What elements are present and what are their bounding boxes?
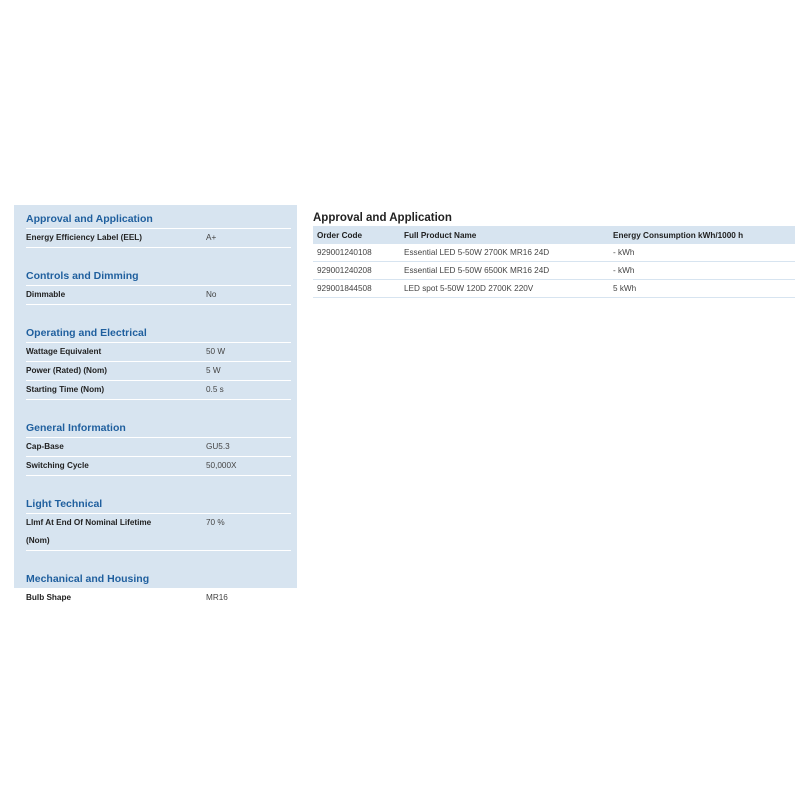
spec-section-operating [26,324,291,414]
spec-key-line1: Llmf At End Of Nominal Lifetime [26,518,152,527]
spec-row [26,228,291,247]
divider [26,475,291,490]
table-row [313,262,795,280]
section-title: Mechanical and Housing [26,573,150,585]
table-row [313,280,795,298]
spec-row [26,437,291,456]
spec-value: 0.5 s [206,385,224,394]
spec-key: Energy Efficiency Label (EEL) [26,233,143,242]
spec-row [26,588,291,607]
section-title: Operating and Electrical [26,327,147,339]
spec-value: 50,000X [206,461,237,470]
spec-key: Dimmable [26,290,66,299]
cell-energy: - kWh [609,262,795,280]
header-energy: Energy Consumption kWh/1000 h [613,230,744,240]
spec-value: MR16 [206,593,228,602]
spec-value: 50 W [206,347,226,356]
spec-key-line2: (Nom) [26,536,50,545]
spec-row [26,513,291,550]
order-table [313,226,795,298]
spec-section-mechanical [26,570,291,607]
spec-key: Power (Rated) (Nom) [26,366,107,375]
header-order-code: Order Code [317,230,363,240]
spec-row [26,380,291,399]
divider [26,304,291,319]
spec-value: 70 % [206,518,225,527]
section-title: Light Technical [26,498,103,510]
spec-key: Wattage Equivalent [26,347,102,356]
spec-value: No [206,290,217,299]
spec-row [26,342,291,361]
table-header-row [313,226,795,244]
divider [26,550,291,565]
cell-product-name: Essential LED 5-50W 2700K MR16 24D [400,244,609,262]
spec-value: A+ [206,233,217,242]
table-title: Approval and Application [313,212,452,224]
header-product-name: Full Product Name [404,230,477,240]
spec-key: Bulb Shape [26,593,72,602]
cell-product-name: Essential LED 5-50W 6500K MR16 24D [400,262,609,280]
section-title: General Information [26,422,126,434]
spec-key: Switching Cycle [26,461,89,470]
spec-row [26,456,291,475]
spec-row [26,361,291,380]
spec-row [26,285,291,304]
cell-order-code: 929001240108 [313,244,400,262]
spec-key: Cap-Base [26,442,64,451]
section-title: Controls and Dimming [26,270,139,282]
section-title: Approval and Application [26,213,153,225]
cell-order-code: 929001240208 [313,262,400,280]
spec-section-light [26,495,291,565]
spec-panel [14,205,297,602]
cell-product-name: LED spot 5-50W 120D 2700K 220V [400,280,609,298]
cell-energy: - kWh [609,244,795,262]
spec-section-approval [26,210,291,262]
spec-key: Starting Time (Nom) [26,385,105,394]
order-table-block [313,210,795,298]
spec-value: 5 W [206,366,221,375]
table-row [313,244,795,262]
spec-section-controls [26,267,291,319]
spec-key [26,514,206,550]
divider [26,399,291,414]
cell-order-code: 929001844508 [313,280,400,298]
spec-value: GU5.3 [206,442,230,451]
spec-section-general [26,419,291,490]
divider [26,247,291,262]
cell-energy: 5 kWh [609,280,795,298]
